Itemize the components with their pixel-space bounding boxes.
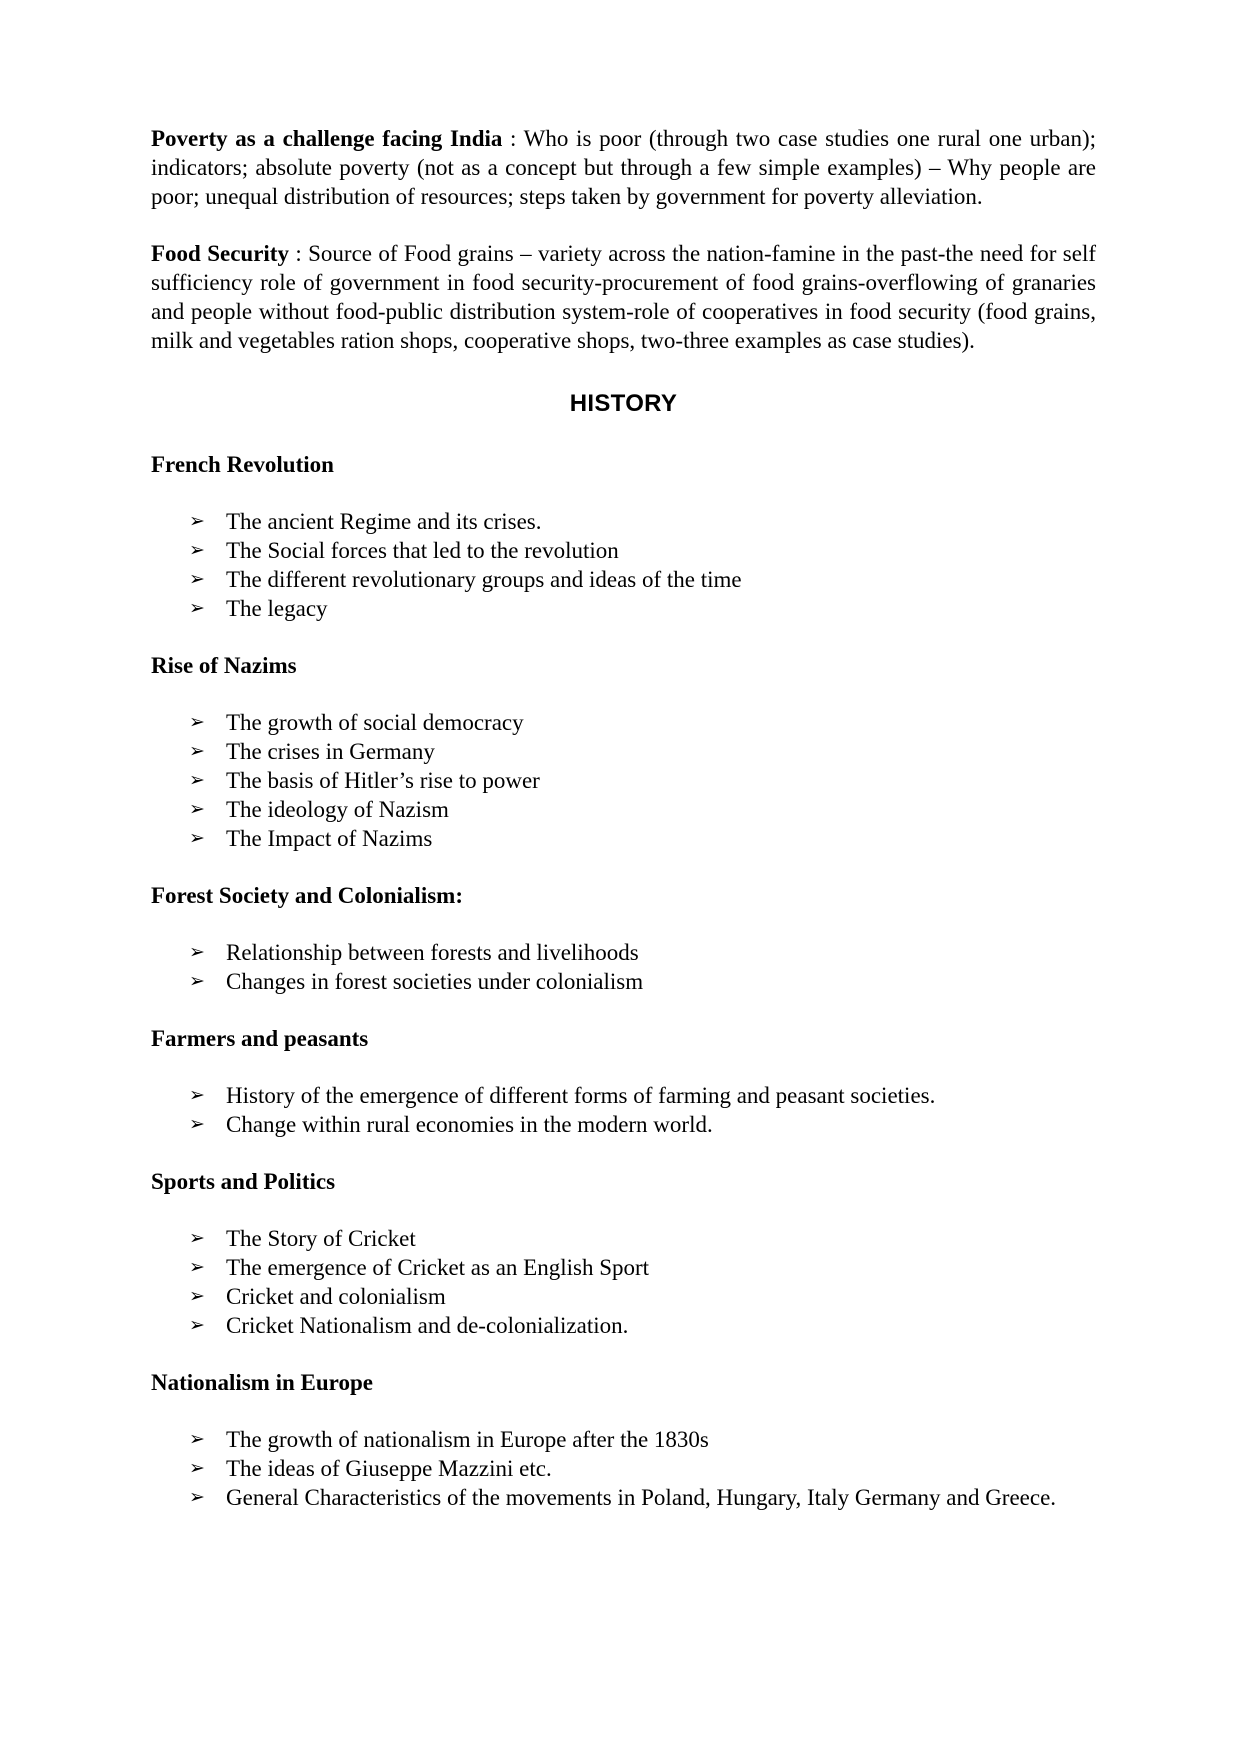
bullet-text: The basis of Hitler’s rise to power: [226, 768, 540, 793]
bullet-text: The ideology of Nazism: [226, 797, 449, 822]
food-security-paragraph: [151, 239, 1096, 355]
bullet-item: [151, 1483, 1096, 1512]
bullet-item: [151, 594, 1096, 623]
arrow-bullet-icon: ➢: [189, 1457, 205, 1479]
bullet-list: [151, 708, 1096, 853]
arrow-bullet-icon: ➢: [189, 1256, 205, 1278]
topic-title: Sports and Politics: [151, 1169, 336, 1194]
bullet-list: [151, 938, 1096, 996]
topic-title: Nationalism in Europe: [151, 1370, 373, 1395]
poverty-text: : Who is poor (through two case studies one rural one urban); indicators; absolute poverty (not as a concept but through a few simple examples) – Why people are poor; unequal distribution of resources; steps taken by government for poverty alleviation.: [151, 126, 1096, 209]
poverty-paragraph: [151, 124, 1096, 211]
bullet-text: The emergence of Cricket as an English Sport: [226, 1255, 650, 1280]
bullet-list: [151, 507, 1096, 623]
poverty-lead: Poverty as a challenge facing India: [151, 126, 503, 151]
topic-title: Rise of Nazims: [151, 653, 297, 678]
arrow-bullet-icon: ➢: [189, 1428, 205, 1450]
bullet-text: The ideas of Giuseppe Mazzini etc.: [226, 1456, 552, 1481]
bullet-text: The ancient Regime and its crises.: [226, 509, 542, 534]
bullet-list: [151, 1224, 1096, 1340]
topic-section: [151, 450, 1096, 623]
document-page: [151, 124, 1096, 1512]
arrow-bullet-icon: ➢: [189, 1113, 205, 1135]
bullet-item: [151, 737, 1096, 766]
bullet-text: The Story of Cricket: [226, 1226, 416, 1251]
bullet-item: [151, 1110, 1096, 1139]
topics-list: [151, 450, 1096, 1512]
bullet-list: [151, 1081, 1096, 1139]
bullet-item: [151, 938, 1096, 967]
bullet-item: [151, 1081, 1096, 1110]
bullet-text: History of the emergence of different forms of farming and peasant societies.: [226, 1083, 936, 1108]
bullet-text: Cricket and colonialism: [226, 1284, 446, 1309]
topic-section: [151, 651, 1096, 853]
bullet-item: [151, 1224, 1096, 1253]
arrow-bullet-icon: ➢: [189, 769, 205, 791]
bullet-item: [151, 1454, 1096, 1483]
bullet-item: [151, 967, 1096, 996]
arrow-bullet-icon: ➢: [189, 597, 205, 619]
bullet-item: [151, 766, 1096, 795]
arrow-bullet-icon: ➢: [189, 740, 205, 762]
arrow-bullet-icon: ➢: [189, 711, 205, 733]
bullet-list: [151, 1425, 1096, 1512]
topic-section: [151, 1368, 1096, 1512]
arrow-bullet-icon: ➢: [189, 510, 205, 532]
bullet-item: [151, 1425, 1096, 1454]
arrow-bullet-icon: ➢: [189, 1227, 205, 1249]
bullet-text: Change within rural economies in the modern world.: [226, 1112, 713, 1137]
food-security-lead: Food Security: [151, 241, 289, 266]
topic-section: [151, 1167, 1096, 1340]
topic-title: Farmers and peasants: [151, 1026, 369, 1051]
arrow-bullet-icon: ➢: [189, 798, 205, 820]
bullet-item: [151, 536, 1096, 565]
bullet-item: [151, 1253, 1096, 1282]
topic-title: Forest Society and Colonialism:: [151, 883, 463, 908]
bullet-text: The crises in Germany: [226, 739, 435, 764]
bullet-text: Cricket Nationalism and de-colonialization.: [226, 1313, 629, 1338]
arrow-bullet-icon: ➢: [189, 1314, 205, 1336]
food-security-text: : Source of Food grains – variety across the nation-famine in the past-the need for self sufficiency role of government in food security-procurement of food grains-overflowing of granaries and people without food-public distribution system-role of cooperatives in food security (food grains, milk and vegetables ration shops, cooperative shops, two-three examples as case studies).: [151, 241, 1097, 353]
bullet-text: The different revolutionary groups and ideas of the time: [226, 567, 742, 592]
bullet-text: The legacy: [226, 596, 328, 621]
arrow-bullet-icon: ➢: [189, 1486, 205, 1508]
bullet-text: The growth of social democracy: [226, 710, 524, 735]
bullet-text: The growth of nationalism in Europe after the 1830s: [226, 1427, 709, 1452]
arrow-bullet-icon: ➢: [189, 539, 205, 561]
bullet-text: The Social forces that led to the revolution: [226, 538, 619, 563]
bullet-item: [151, 1282, 1096, 1311]
bullet-item: [151, 824, 1096, 853]
bullet-item: [151, 795, 1096, 824]
arrow-bullet-icon: ➢: [189, 941, 205, 963]
bullet-text: The Impact of Nazims: [226, 826, 433, 851]
arrow-bullet-icon: ➢: [189, 970, 205, 992]
bullet-item: [151, 708, 1096, 737]
bullet-item: [151, 1311, 1096, 1340]
arrow-bullet-icon: ➢: [189, 568, 205, 590]
bullet-item: [151, 565, 1096, 594]
arrow-bullet-icon: ➢: [189, 827, 205, 849]
topic-section: [151, 881, 1096, 996]
bullet-item: [151, 507, 1096, 536]
bullet-text: Changes in forest societies under colonialism: [226, 969, 644, 994]
section-heading-history: HISTORY: [569, 390, 678, 417]
arrow-bullet-icon: ➢: [189, 1084, 205, 1106]
topic-section: [151, 1024, 1096, 1139]
bullet-text: General Characteristics of the movements in Poland, Hungary, Italy Germany and Greece.: [226, 1485, 1057, 1510]
arrow-bullet-icon: ➢: [189, 1285, 205, 1307]
bullet-text: Relationship between forests and livelihoods: [226, 940, 639, 965]
topic-title: French Revolution: [151, 452, 334, 477]
